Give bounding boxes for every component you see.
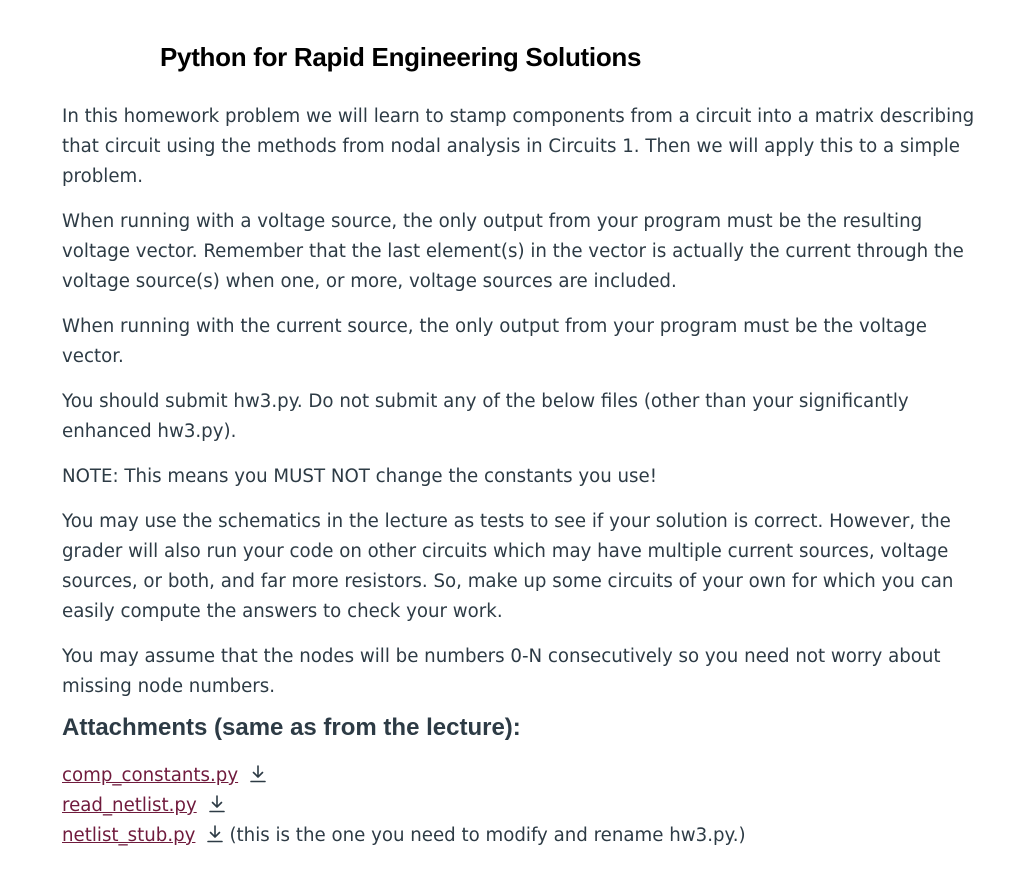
paragraph-tests: You may use the schematics in the lecture as tests to see if your solution is correct. However, the grader will also run your code on other circuits which may have multiple current sources, voltage sources, or both, and far more resistors. So, make up some circuits of your own for which you can easily compute the answers to check your work.	[62, 511, 954, 622]
attachment-item	[62, 761, 982, 791]
attachment-note: (this is the one you need to modify and rename hw3.py.)	[229, 825, 746, 846]
download-icon[interactable]	[205, 824, 225, 844]
assignment-body	[62, 102, 982, 851]
attachment-link-netlist-stub[interactable]: netlist_stub.py	[62, 825, 196, 846]
attachments-heading: Attachments (same as from the lecture):	[62, 714, 521, 741]
paragraph-intro: In this homework problem we will learn to stamp components from a circuit into a matrix describing that circuit using the methods from nodal analysis in Circuits 1. Then we will apply this to a simple problem.	[62, 106, 975, 187]
attachment-item	[62, 821, 982, 851]
attachment-link-comp-constants[interactable]: comp_constants.py	[62, 765, 239, 786]
paragraph-voltage-source: When running with a voltage source, the only output from your program must be the resulting voltage vector. Remember that the last element(s) in the vector is actually the current through the voltage source(s) when one, or more, voltage sources are included.	[62, 211, 964, 292]
page-title: Python for Rapid Engineering Solutions	[160, 42, 642, 72]
download-icon[interactable]	[248, 764, 268, 784]
attachment-link-read-netlist[interactable]: read_netlist.py	[62, 795, 197, 816]
paragraph-current-source: When running with the current source, the only output from your program must be the voltage vector.	[62, 316, 927, 367]
attachment-item	[62, 791, 982, 821]
paragraph-nodes: You may assume that the nodes will be numbers 0-N consecutively so you need not worry about missing node numbers.	[62, 646, 941, 697]
paragraph-note: NOTE: This means you MUST NOT change the constants you use!	[62, 466, 658, 487]
download-icon[interactable]	[207, 794, 227, 814]
attachments-list	[62, 761, 982, 851]
paragraph-submit: You should submit hw3.py. Do not submit any of the below files (other than your significantly enhanced hw3.py).	[62, 391, 909, 442]
